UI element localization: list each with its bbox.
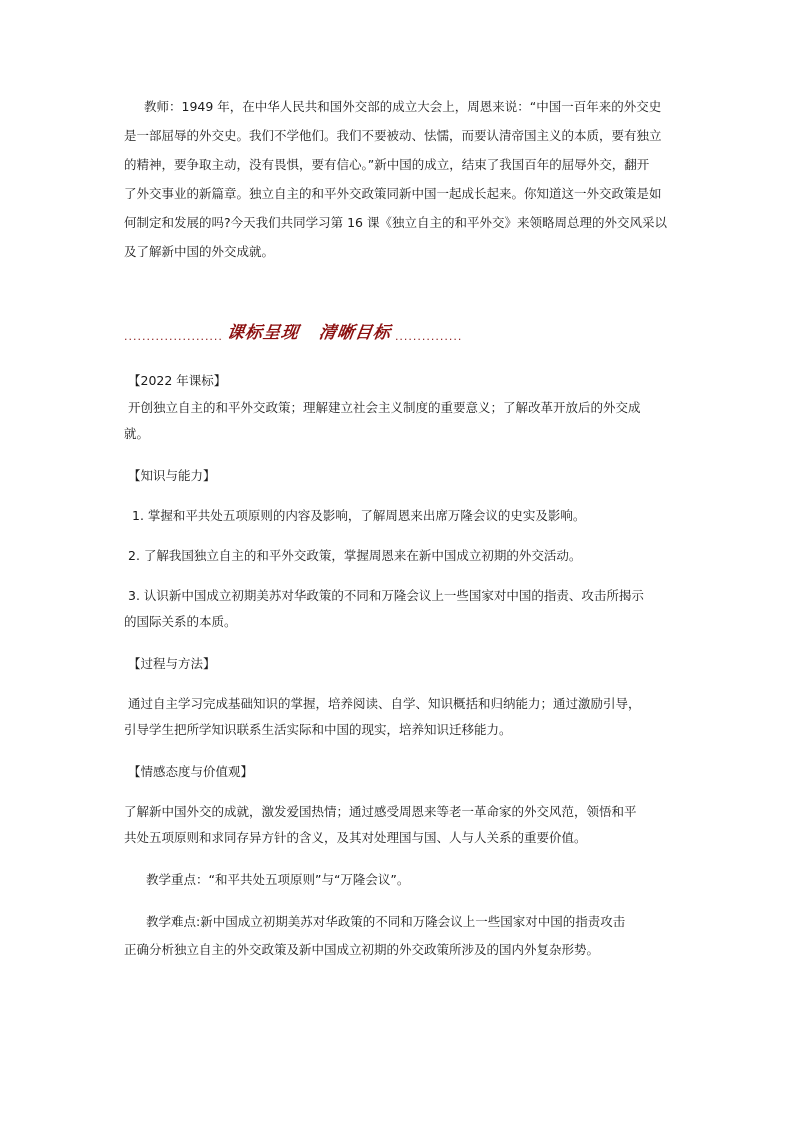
emotion-line: 共处五项原则和求同存异方针的含义，及其对处理国与国、人与人关系的重要价值。 [124,830,587,845]
teaching-focus: 教学重点：“和平共处五项原则”与“万隆会议”。 [146,872,410,887]
curriculum-line: 开创独立自主的和平外交政策；理解建立社会主义制度的重要意义；了解改革开放后的外交成 [128,400,641,415]
intro-line: 及了解新中国的外交成就。 [124,244,275,259]
emotion-heading: 【情感态度与价值观】 [128,764,254,779]
teaching-difficulty-line: 正确分析独立自主的外交政策及新中国成立初期的外交政策所涉及的国内外复杂形势。 [124,942,600,957]
curriculum-heading: 【2022 年课标】 [128,373,227,388]
intro-line: 是一部屈辱的外交史。我们不学他们。我们不要被动、怯懦，而要认清帝国主义的本质，要有独立 [124,128,662,143]
knowledge-item-3-line: 的国际关系的本质。 [124,614,237,629]
process-line: 引导学生把所学知识联系生活实际和中国的现实，培养知识迁移能力。 [124,722,512,737]
banner-title-b: 清晰目标 [317,323,393,343]
knowledge-item-3-line: 3. 认识新中国成立初期美苏对华政策的不同和万隆会议上一些国家对中国的指责、攻击所揭示 [128,588,644,603]
intro-line: 何制定和发展的吗?今天我们共同学习第 16 课《独立自主的和平外交》来领略周总理的外交风采以 [124,215,667,230]
knowledge-heading: 【知识与能力】 [128,468,216,483]
banner-dots-right: ............... [394,330,463,343]
intro-line: 了外交事业的新篇章。独立自主的和平外交政策同新中国一起成长起来。你知道这一外交政策是如 [124,186,662,201]
banner-title-a: 课标呈现 [225,323,301,343]
banner-dots-left: ...................... [124,330,223,343]
knowledge-item-1: 1. 掌握和平共处五项原则的内容及影响，了解周恩来出席万隆会议的史实及影响。 [132,508,586,523]
curriculum-line: 就。 [124,426,150,441]
banner-title [225,322,392,344]
teaching-difficulty-line: 教学难点:新中国成立初期美苏对华政策的不同和万隆会议上一些国家对中国的指责攻击 [146,914,626,929]
intro-line: 的精神，要争取主动，没有畏惧，要有信心。”新中国的成立，结束了我国百年的屈辱外交，翻开 [124,157,650,172]
emotion-line: 了解新中国外交的成就，激发爱国热情；通过感受周恩来等老一革命家的外交风范，领悟和平 [124,804,637,819]
knowledge-item-2: 2. 了解我国独立自主的和平外交政策，掌握周恩来在新中国成立初期的外交活动。 [128,548,582,563]
section-banner [124,318,462,344]
intro-line: 教师：1949 年，在中华人民共和国外交部的成立大会上，周恩来说：“中国一百年来的外交史 [144,99,662,114]
process-heading: 【过程与方法】 [128,656,216,671]
process-line: 通过自主学习完成基础知识的掌握，培养阅读、自学、知识概括和归纳能力；通过激励引导， [128,696,641,711]
